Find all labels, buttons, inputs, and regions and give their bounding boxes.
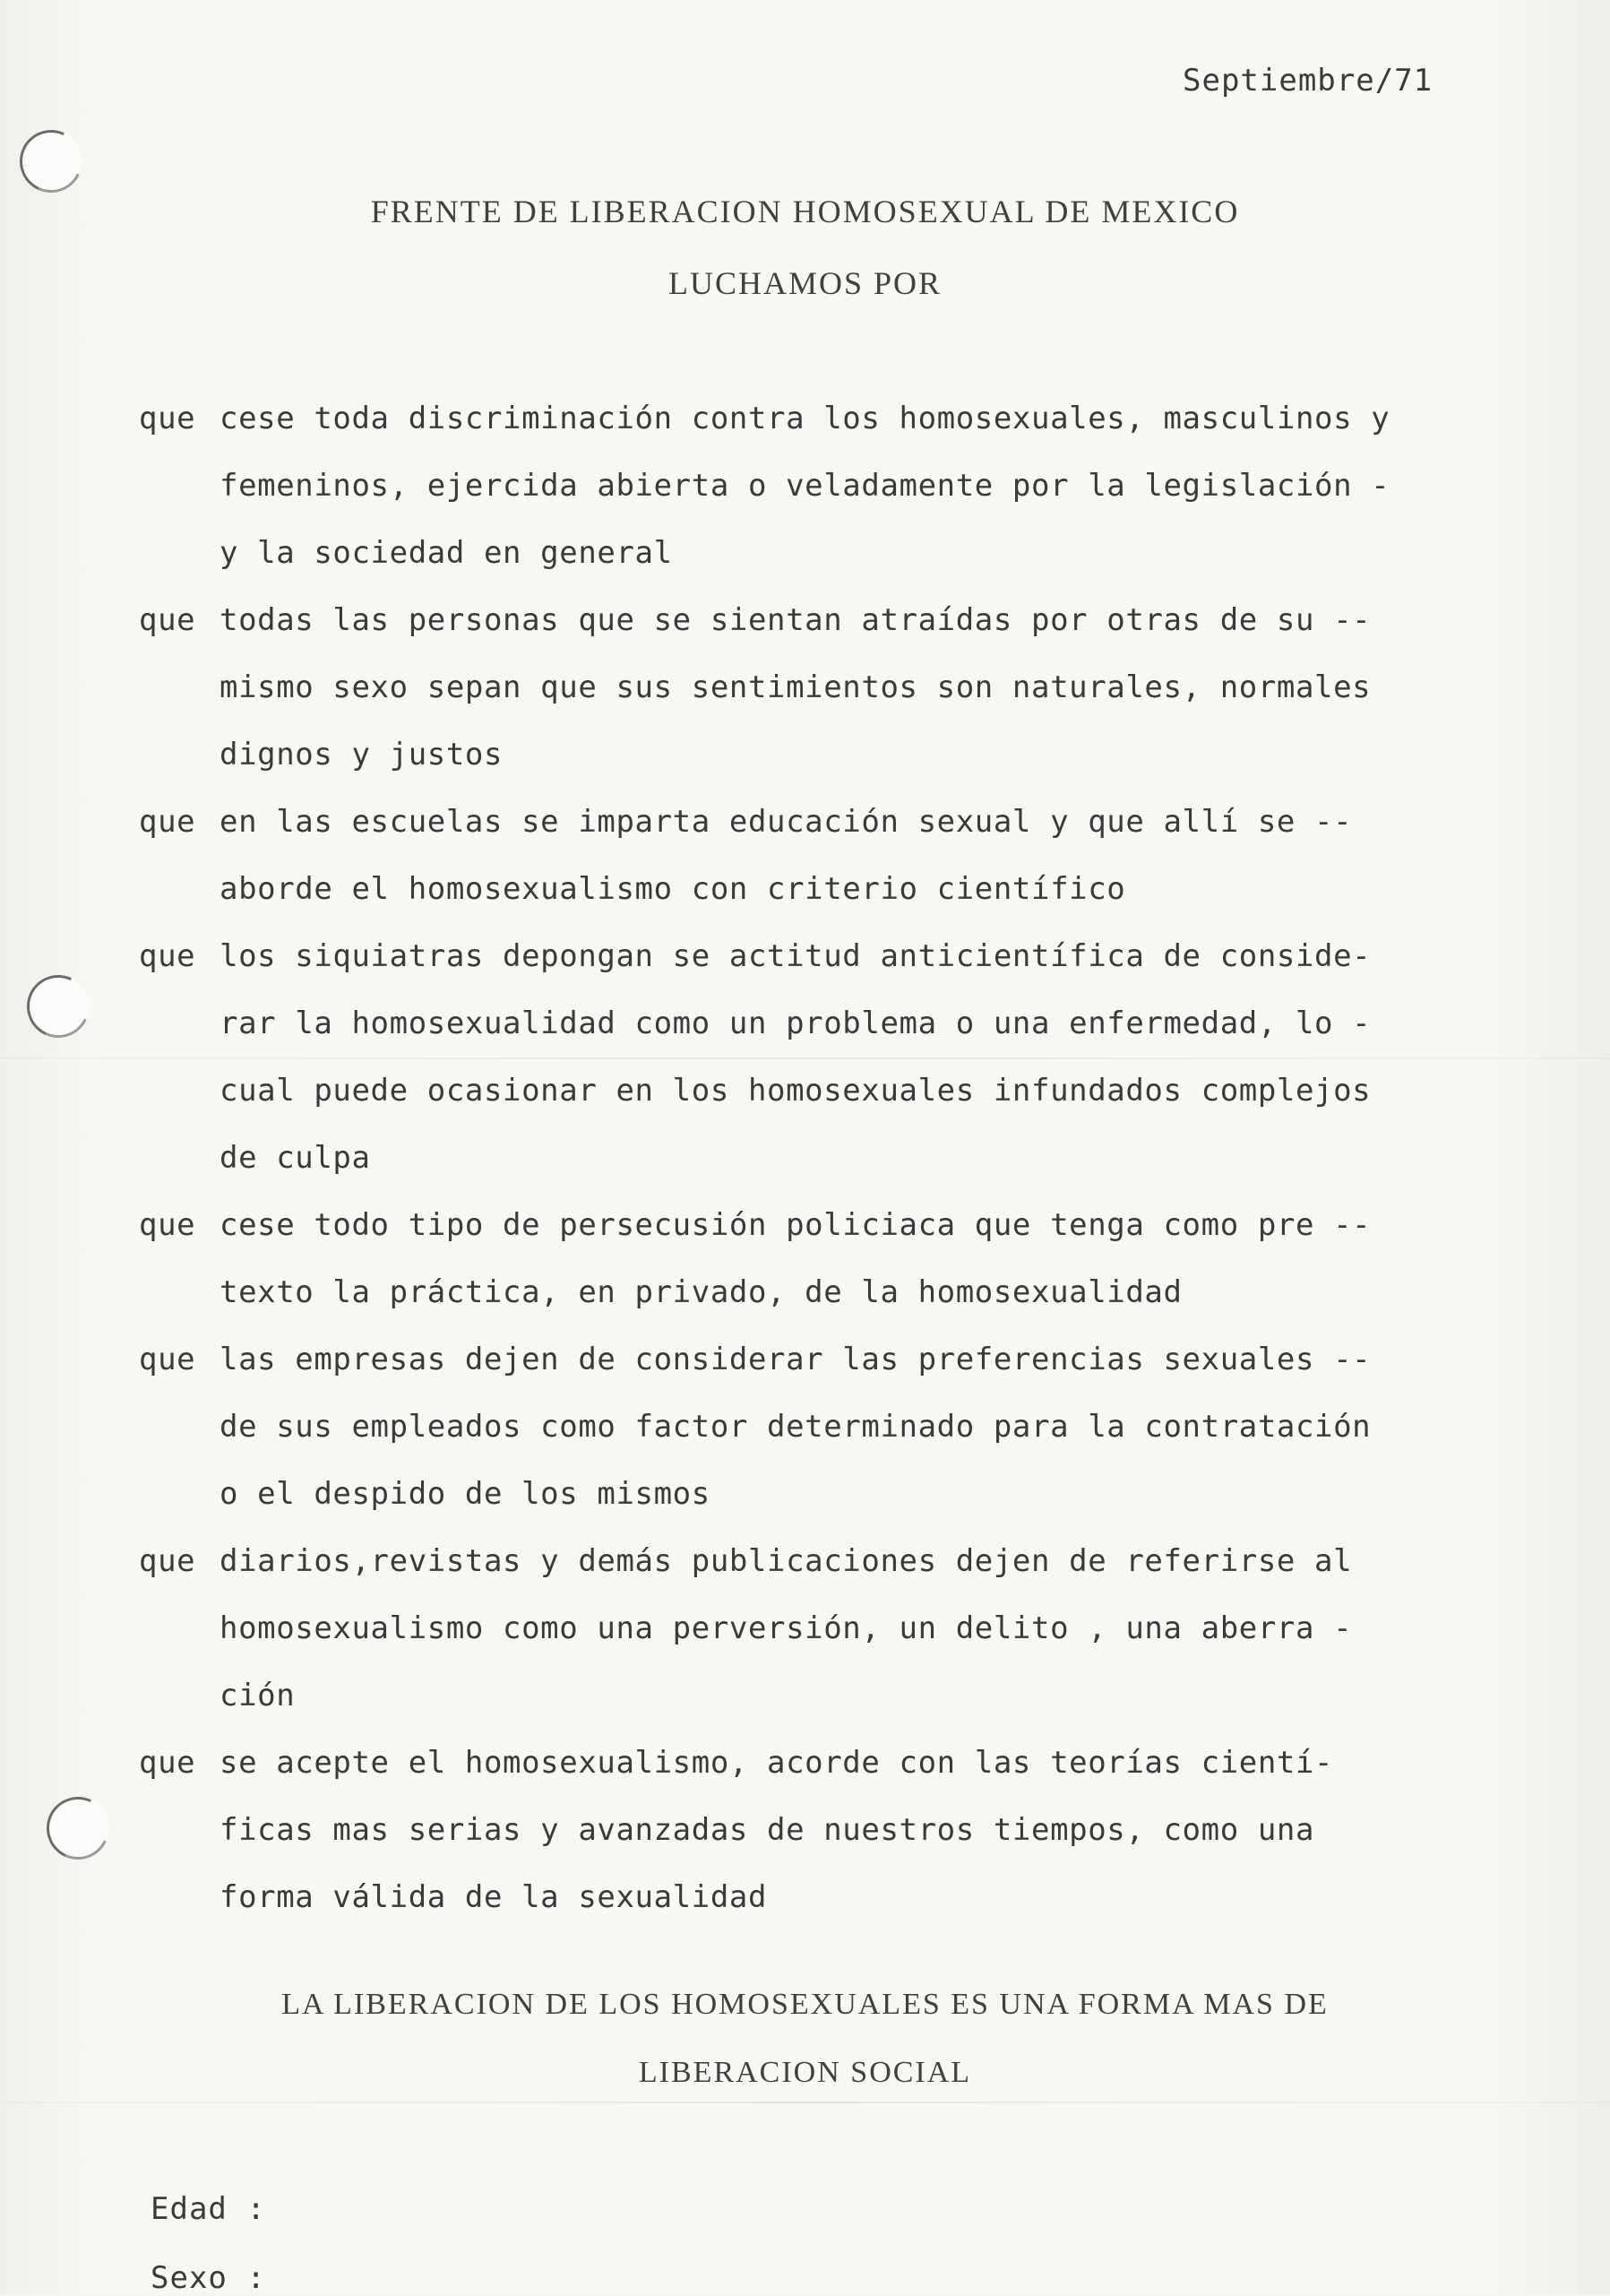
demand-text: diarios,revistas y demás publicaciones dejen de referirse al <box>220 1543 1353 1579</box>
demand-line <box>139 789 1501 856</box>
demand-item <box>139 923 1501 1192</box>
punch-hole <box>38 1788 118 1869</box>
demand-line <box>139 1125 1501 1192</box>
edad-field-label: Edad : <box>151 2191 266 2227</box>
demand-line <box>139 1662 1501 1730</box>
document-subtitle: LUCHAMOS POR <box>667 265 943 301</box>
demand-text: los siquiatras depongan se actitud anticientífica de conside- <box>220 938 1372 974</box>
demand-text: cual puede ocasionar en los homosexuales infundados complejos <box>220 1073 1372 1109</box>
demand-line <box>139 1192 1501 1259</box>
demand-line <box>139 654 1501 721</box>
demand-text: forma válida de la sexualidad <box>220 1879 768 1915</box>
demand-item <box>139 1730 1501 1931</box>
demand-line <box>139 1528 1501 1595</box>
document-title: FRENTE DE LIBERACION HOMOSEXUAL DE MEXICO <box>370 194 1240 229</box>
demand-text: cese toda discriminación contra los homosexuales, masculinos y <box>220 401 1390 436</box>
demand-item <box>139 385 1501 587</box>
demand-line <box>139 990 1501 1057</box>
demand-item <box>139 1192 1501 1326</box>
demand-text: femeninos, ejercida abierta o veladamente por la legislación - <box>220 468 1390 504</box>
demand-line <box>139 1864 1501 1931</box>
demand-line <box>139 1797 1501 1864</box>
demand-line <box>139 1057 1501 1125</box>
demand-text: de sus empleados como factor determinado para la contratación <box>220 1409 1372 1445</box>
paper-fold <box>0 2102 1610 2103</box>
demand-item <box>139 789 1501 923</box>
demand-line <box>139 587 1501 654</box>
que-label: que <box>139 804 196 840</box>
demand-line <box>139 1730 1501 1797</box>
demand-line <box>139 856 1501 923</box>
demand-text: y la sociedad en general <box>220 535 673 571</box>
demand-text: dignos y justos <box>220 737 504 773</box>
demand-line <box>139 1394 1501 1461</box>
demand-item <box>139 1326 1501 1528</box>
punch-hole <box>18 966 99 1047</box>
demand-text: cese todo tipo de persecusión policiaca que tenga como pre -- <box>220 1207 1372 1243</box>
demand-text: de culpa <box>220 1140 371 1176</box>
demand-text: las empresas dejen de considerar las preferencias sexuales -- <box>220 1342 1372 1377</box>
demand-text: ción <box>220 1678 296 1713</box>
document-date: Septiembre/71 <box>1183 63 1434 99</box>
que-label: que <box>139 1745 196 1781</box>
que-label: que <box>139 602 196 638</box>
demand-text: en las escuelas se imparta educación sexual y que allí se -- <box>220 804 1353 840</box>
demand-text: rar la homosexualidad como un problema o una enfermedad, lo - <box>220 1006 1372 1041</box>
demand-text: ficas mas serias y avanzadas de nuestros tiempos, como una <box>220 1812 1315 1848</box>
que-label: que <box>139 401 196 436</box>
demand-text: todas las personas que se sientan atraídas por otras de su -- <box>220 602 1372 638</box>
demand-item <box>139 1528 1501 1730</box>
demand-line <box>139 385 1501 453</box>
demand-line <box>139 1326 1501 1394</box>
demand-line <box>139 923 1501 990</box>
slogan-line-1: LA LIBERACION DE LOS HOMOSEXUALES ES UNA FORMA MAS DE <box>281 1988 1329 2021</box>
demand-text: mismo sexo sepan que sus sentimientos son naturales, normales <box>220 669 1372 705</box>
que-label: que <box>139 1207 196 1243</box>
que-label: que <box>139 1342 196 1377</box>
demand-text: o el despido de los mismos <box>220 1476 710 1512</box>
demand-text: homosexualismo como una perversión, un delito , una aberra - <box>220 1610 1353 1646</box>
demand-line <box>139 1595 1501 1662</box>
demand-item <box>139 587 1501 789</box>
demand-text: aborde el homosexualismo con criterio científico <box>220 871 1126 907</box>
que-label: que <box>139 938 196 974</box>
demand-text: texto la práctica, en privado, de la homosexualidad <box>220 1274 1183 1310</box>
demand-line <box>139 453 1501 520</box>
demand-line <box>139 520 1501 587</box>
demand-line <box>139 1259 1501 1326</box>
demand-line <box>139 721 1501 789</box>
sexo-field-label: Sexo : <box>151 2260 266 2296</box>
demands-list <box>139 385 1501 1931</box>
demand-line <box>139 1461 1501 1528</box>
punch-hole <box>11 121 91 202</box>
demand-text: se acepte el homosexualismo, acorde con las teorías cientí- <box>220 1745 1334 1781</box>
que-label: que <box>139 1543 196 1579</box>
slogan-line-2: LIBERACION SOCIAL <box>638 2056 972 2089</box>
